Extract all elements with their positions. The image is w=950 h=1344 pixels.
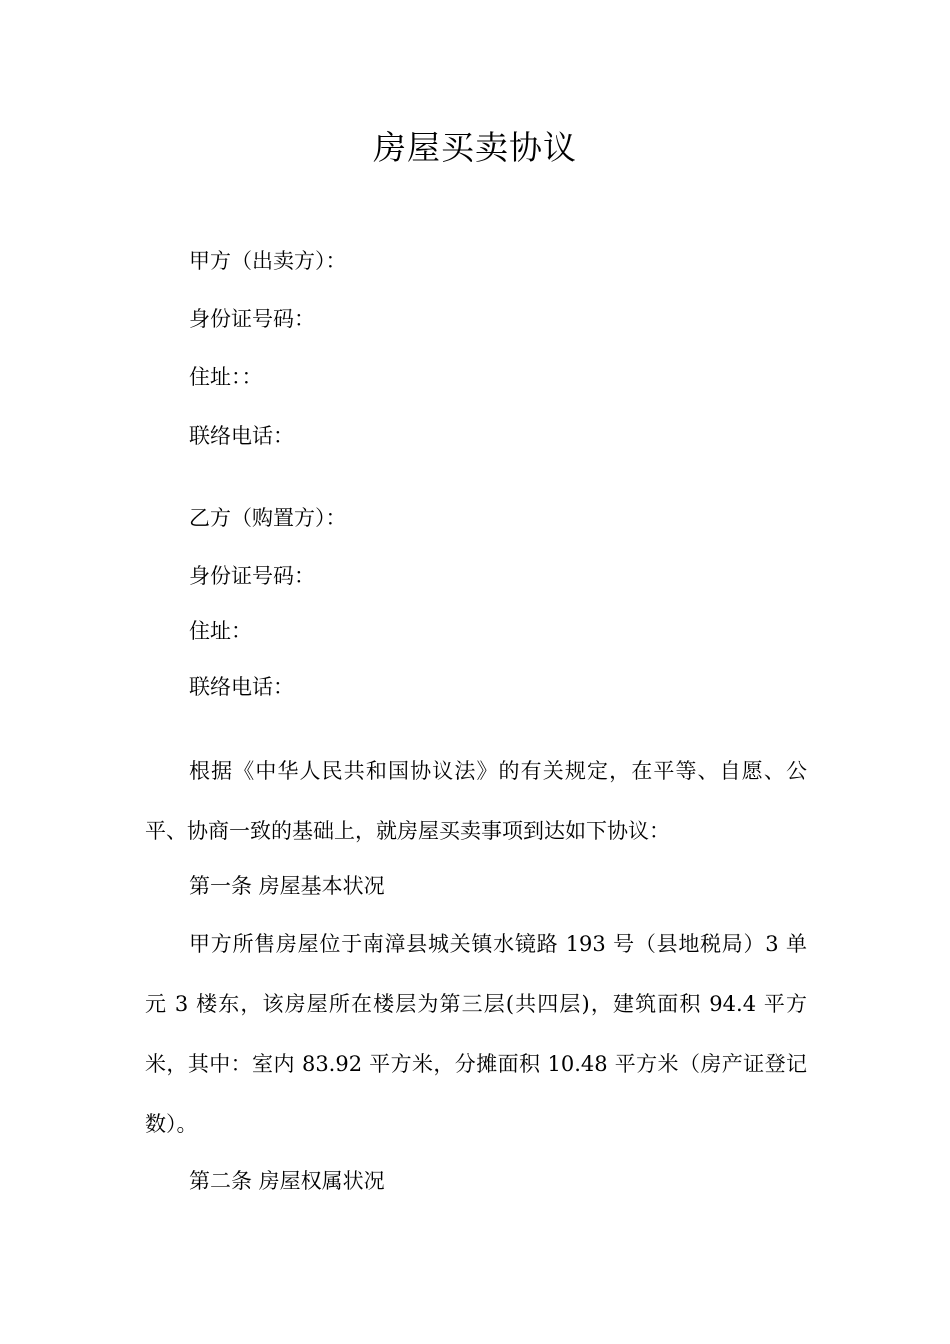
document-title: 房屋买卖协议	[373, 128, 577, 167]
party-b-label: 乙方（购置方）：	[189, 506, 347, 530]
article-2-heading: 第二条 房屋权属状况	[189, 1169, 385, 1193]
party-a-phone-label: 联络电话：	[189, 424, 294, 448]
party-b-id-label: 身份证号码：	[189, 564, 315, 588]
party-b-phone-label: 联络电话：	[189, 675, 294, 699]
party-a-id-label: 身份证号码：	[189, 307, 315, 331]
article-1-heading: 第一条 房屋基本状况	[189, 874, 385, 898]
article-1-body: 甲方所售房屋位于南漳县城关镇水镜路 193 号（县地税局）3 单元 3 楼东，该房屋所在楼层为第三层(共四层)，建筑面积 94.4 平方米，其中：室内 83.92 平方米，分摊面积 10.48 平方米（房产证登记数）。	[145, 932, 807, 1136]
party-a-label: 甲方（出卖方）：	[189, 249, 347, 273]
party-b-address-label: 住址：	[189, 619, 252, 643]
party-a-address-label: 住址：：	[189, 365, 263, 389]
preamble-paragraph: 根据《中华人民共和国协议法》的有关规定，在平等、自愿、公平、协商一致的基础上，就房屋买卖事项到达如下协议：	[145, 759, 807, 843]
